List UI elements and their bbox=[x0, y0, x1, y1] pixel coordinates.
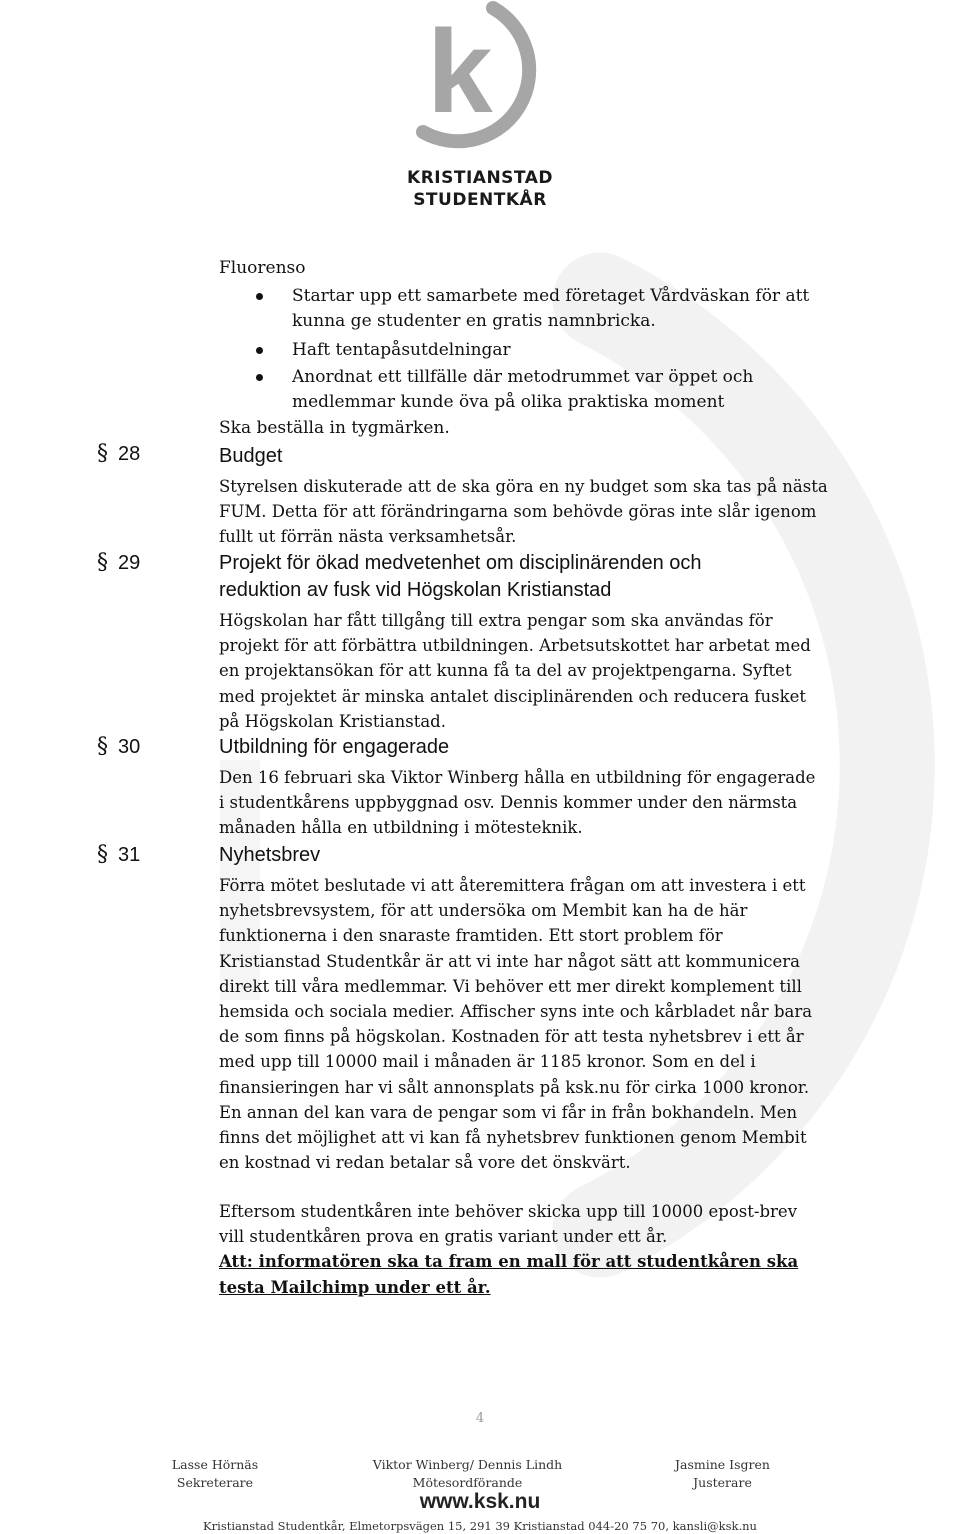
bullet-icon bbox=[256, 374, 263, 381]
body-line: FUM. Detta för att förändringarna som behövde göras inte slår igenom bbox=[219, 502, 817, 522]
footer-secretary bbox=[150, 1456, 280, 1492]
section-body bbox=[219, 474, 829, 550]
footer-role: Sekreterare bbox=[176, 1475, 254, 1490]
logo-line-2: STUDENTKÅR bbox=[413, 190, 547, 210]
svg-text:k: k bbox=[427, 6, 493, 138]
body-line: med upp till 10000 mail i månaden är 1185 kronor. Som en del i bbox=[219, 1052, 756, 1072]
section-number: 29 bbox=[118, 552, 141, 574]
page-number: 4 bbox=[475, 1411, 485, 1426]
section-extra bbox=[219, 1199, 829, 1300]
bullet-1-line-2: kunna ge studenter en gratis namnbricka. bbox=[292, 311, 656, 331]
bullet-3-line-1: Anordnat ett tillfälle där metodrummet var öppet och bbox=[292, 367, 754, 387]
body-line: månaden hålla en utbildning i mötesteknik. bbox=[219, 818, 583, 838]
body-line: nyhetsbrevsystem, för att undersöka om Membit kan ha de här bbox=[219, 901, 748, 921]
footer-name: Viktor Winberg/ Dennis Lindh bbox=[372, 1457, 563, 1472]
body-line: med projektet är minska antalet disciplinärenden och reducera fusket bbox=[219, 686, 807, 706]
section-symbol: § bbox=[97, 550, 108, 575]
body-line: Högskolan har fått tillgång till extra pengar som ska användas för bbox=[219, 611, 773, 630]
section-number: 28 bbox=[118, 443, 141, 465]
footer-name: Lasse Hörnäs bbox=[171, 1457, 259, 1472]
body-line: finns det möjlighet att vi kan få nyhetsbrev funktionen genom Membit bbox=[219, 1128, 807, 1148]
bullet-1-line-1: Startar upp ett samarbete med företaget Vårdväskan för att bbox=[292, 286, 810, 306]
intro-heading: Fluorenso bbox=[219, 258, 306, 278]
bullet-icon bbox=[256, 347, 263, 354]
body-line: Förra mötet beslutade vi att återemittera frågan om att investera i ett bbox=[219, 876, 806, 895]
section-title: Budget bbox=[219, 445, 283, 467]
body-line: hemsida och sociala medier. Affischer syns inte och kårbladet når bara bbox=[219, 1002, 813, 1022]
section-symbol: § bbox=[97, 842, 108, 867]
body-line: fullt ut förrän nästa verksamhetsår. bbox=[219, 527, 517, 547]
section-title-line-2: reduktion av fusk vid Högskolan Kristianstad bbox=[219, 579, 612, 601]
footer-chair bbox=[360, 1456, 575, 1492]
footer-address: Kristianstad Studentkår, Elmetorpsvägen 15, 291 39 Kristianstad 044-20 75 70, kansli@ksk.nu bbox=[203, 1519, 757, 1533]
k-logo-icon bbox=[395, 0, 565, 150]
body-line: direkt till våra medlemmar. Vi behöver ett mer direkt komplement till bbox=[219, 976, 802, 996]
body-line: projekt för att förbättra utbildningen. Arbetsutskottet har arbetat med bbox=[219, 636, 811, 656]
body-line: en kostnad vi redan betalar så vore det önskvärt. bbox=[219, 1153, 631, 1173]
footer-role: Justerare bbox=[693, 1475, 752, 1490]
bullet-icon bbox=[256, 293, 263, 300]
body-line: i studentkårens uppbyggnad osv. Dennis kommer under den närmsta bbox=[219, 793, 798, 813]
decision-line: testa Mailchimp under ett år. bbox=[219, 1277, 491, 1297]
section-number: 31 bbox=[118, 844, 141, 866]
decision-line: Att: informatören ska ta fram en mall för att studentkåren ska bbox=[219, 1252, 799, 1272]
section-title: Utbildning för engagerade bbox=[219, 736, 450, 758]
section-body bbox=[219, 608, 829, 734]
body-line: Kristianstad Studentkår är att vi inte har något sätt att kommunicera bbox=[219, 951, 800, 971]
body-line: Den 16 februari ska Viktor Winberg hålla en utbildning för engagerade bbox=[219, 768, 816, 787]
bullet-3-line-2: medlemmar kunde öva på olika praktiska moment bbox=[292, 392, 725, 412]
body-line: vill studentkåren prova en gratis variant under ett år. bbox=[219, 1227, 668, 1247]
footer-website: www.ksk.nu bbox=[419, 1490, 541, 1513]
logo-line-1: KRISTIANSTAD bbox=[407, 168, 553, 188]
kristianstad-studentkar-logo bbox=[395, 0, 565, 215]
body-line: Styrelsen diskuterade att de ska göra en ny budget som ska tas på nästa bbox=[219, 477, 828, 496]
body-line: funktionerna i den snaraste framtiden. Ett stort problem för bbox=[219, 926, 723, 946]
body-line: Eftersom studentkåren inte behöver skicka upp till 10000 epost-brev bbox=[219, 1202, 798, 1221]
section-title: Nyhetsbrev bbox=[219, 844, 321, 866]
section-body bbox=[219, 765, 829, 841]
bullet-2-line-1: Haft tentapåsutdelningar bbox=[292, 340, 511, 360]
section-title-line-1: Projekt för ökad medvetenhet om disciplinärenden och bbox=[219, 552, 702, 574]
body-line: de som finns på högskolan. Kostnaden för att testa nyhetsbrev i ett år bbox=[219, 1027, 804, 1047]
body-line: en projektansökan för att kunna få ta del av projektpengarna. Syftet bbox=[219, 661, 792, 681]
body-line: på Högskolan Kristianstad. bbox=[219, 711, 446, 731]
body-line: En annan del kan vara de pengar som vi får in från bokhandeln. Men bbox=[219, 1102, 798, 1122]
section-symbol: § bbox=[97, 441, 108, 466]
section-number: 30 bbox=[118, 736, 141, 758]
footer-role: Mötesordförande bbox=[412, 1475, 523, 1490]
footer-adjuster bbox=[660, 1456, 785, 1492]
body-line: finansieringen har vi sålt annonsplats på ksk.nu för cirka 1000 kronor. bbox=[219, 1077, 810, 1097]
section-symbol: § bbox=[97, 734, 108, 759]
footer-name: Jasmine Isgren bbox=[675, 1457, 770, 1472]
section-body bbox=[219, 873, 829, 1175]
intro-after: Ska beställa in tygmärken. bbox=[219, 418, 450, 438]
